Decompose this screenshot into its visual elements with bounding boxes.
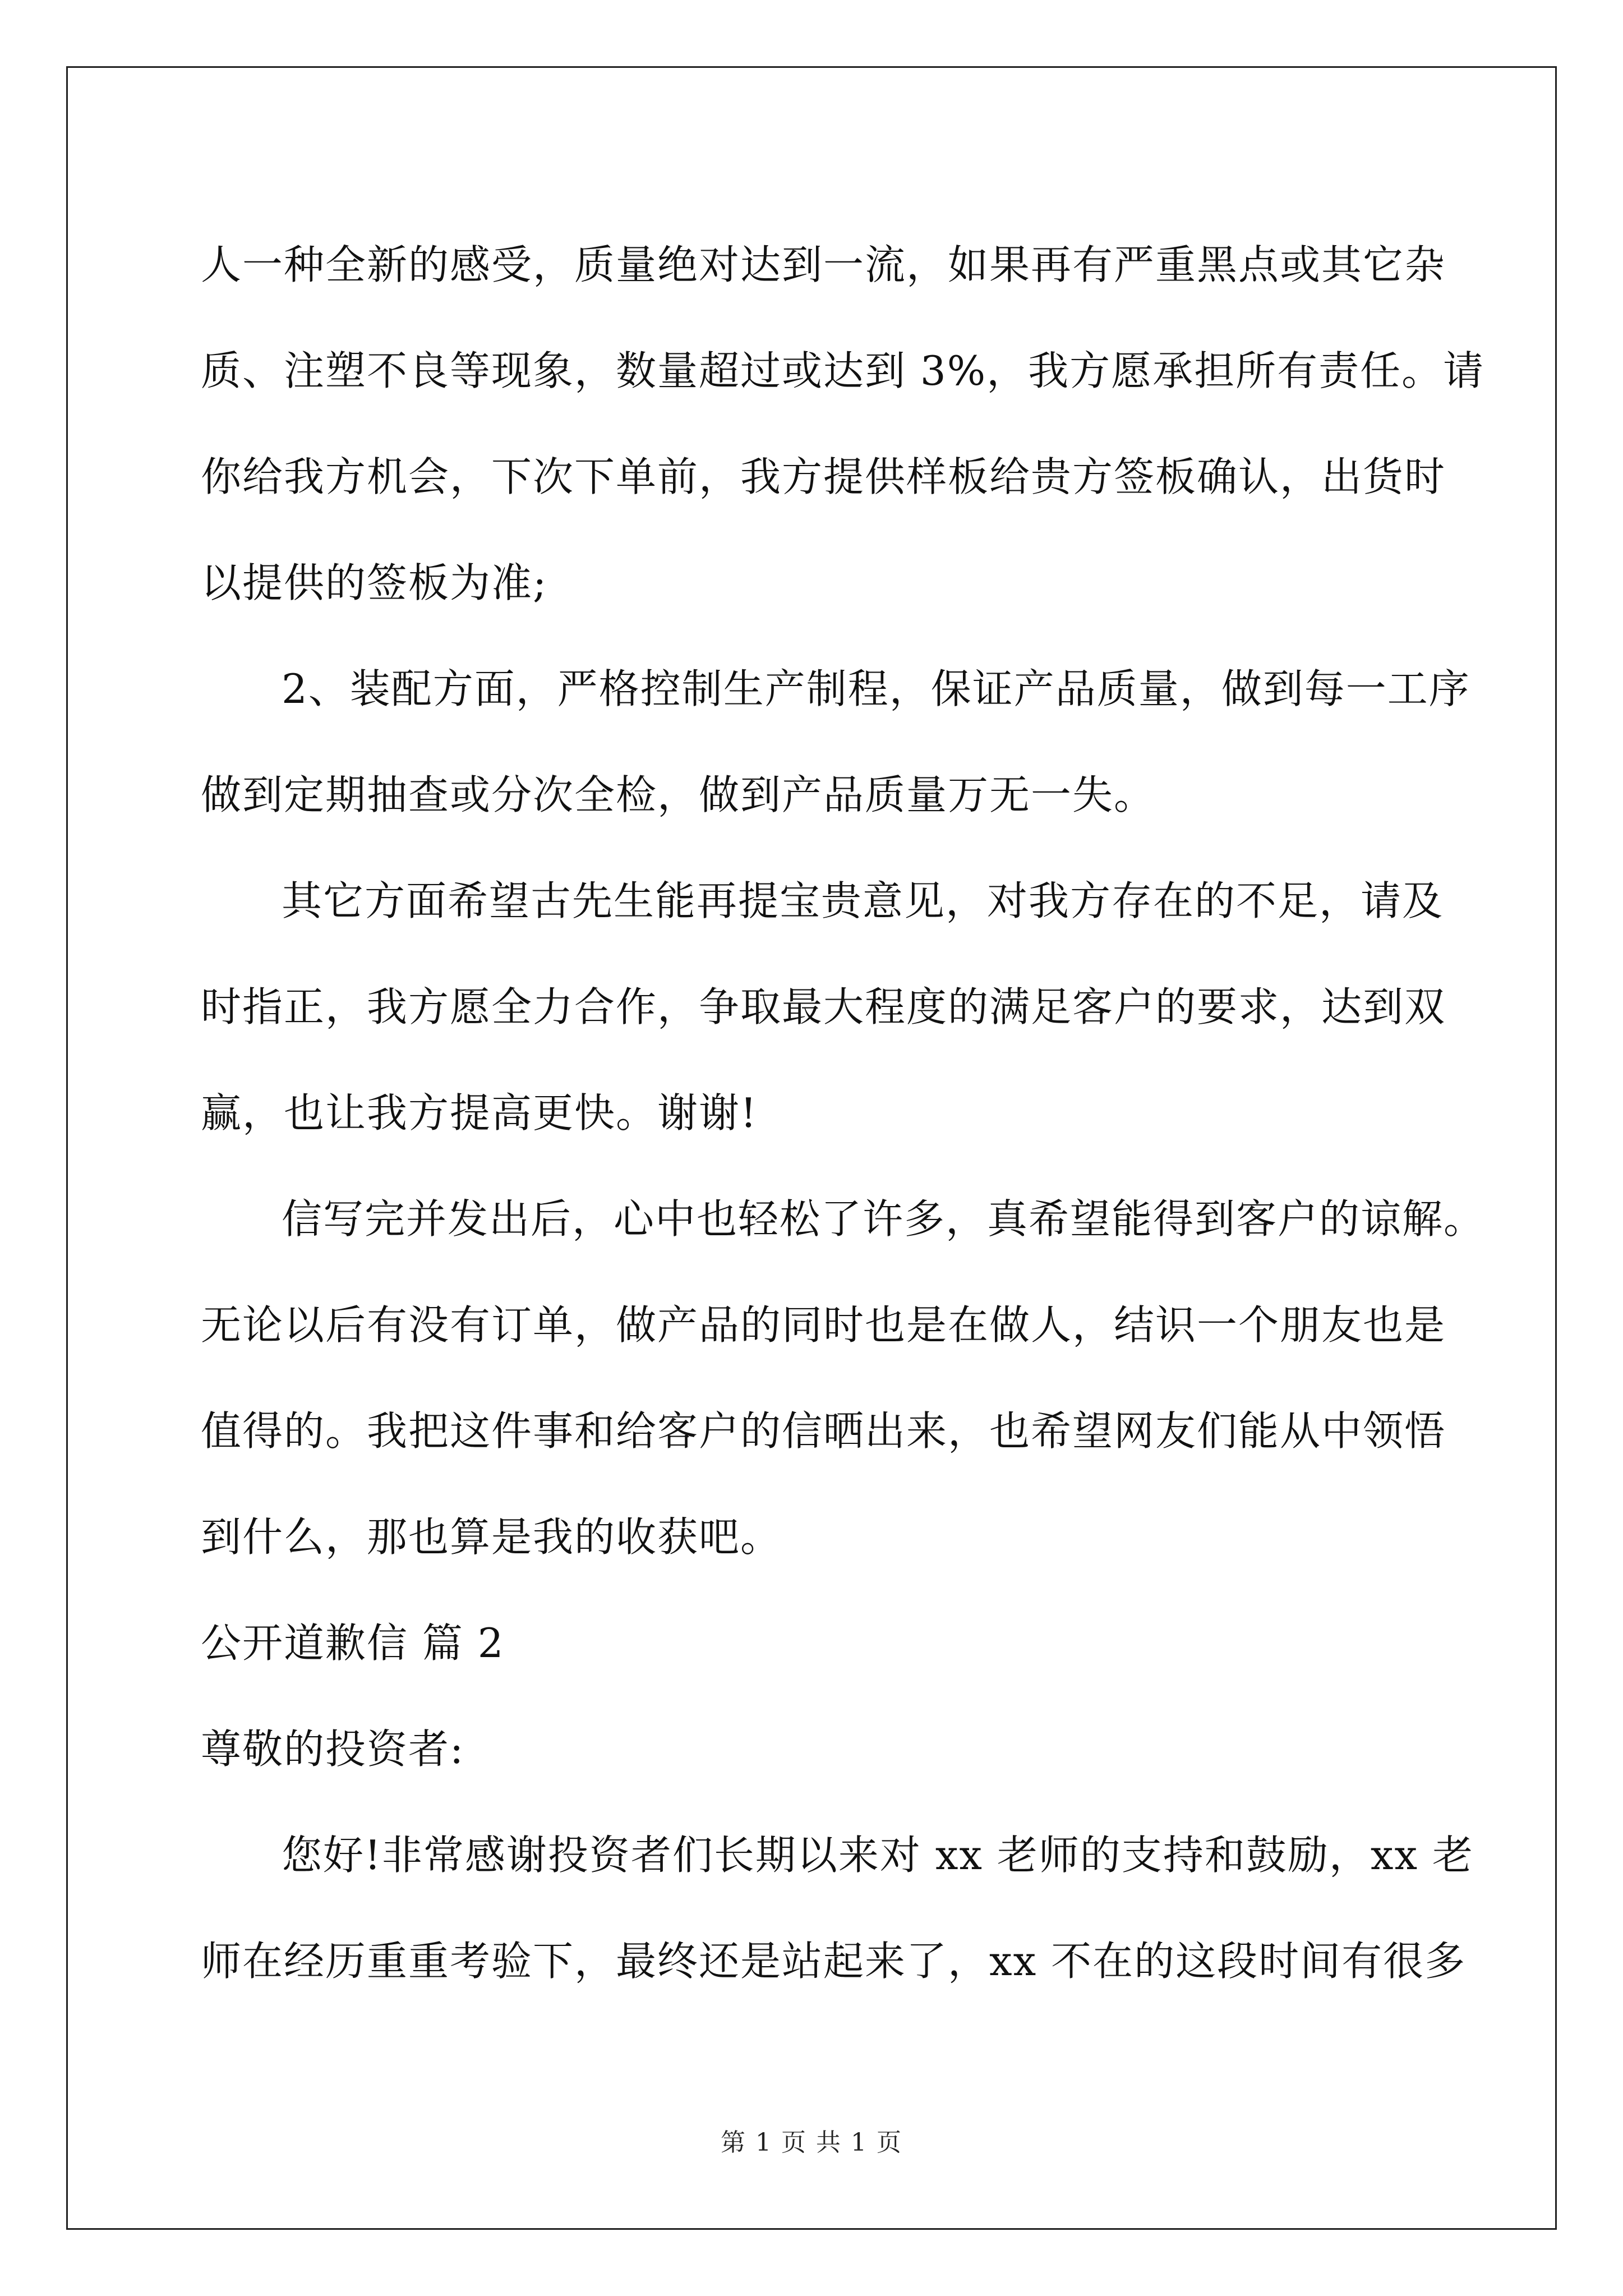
text-line: 人一种全新的感受，质量绝对达到一流，如果再有严重黑点或其它杂 xyxy=(201,241,1446,288)
text-line: 您好!非常感谢投资者们长期以来对 xx 老师的支持和鼓励，xx 老 xyxy=(282,1832,1474,1879)
text-line: 赢，也让我方提高更快。谢谢! xyxy=(201,1089,758,1137)
text-line: 质、注塑不良等现象，数量超过或达到 3%，我方愿承担所有责任。请 xyxy=(201,347,1485,394)
text-line: 信写完并发出后，心中也轻松了许多，真希望能得到客户的谅解。 xyxy=(282,1195,1486,1243)
text-line: 师在经历重重考验下，最终还是站起来了，xx 不在的这段时间有很多 xyxy=(201,1938,1467,1985)
text-line: 其它方面希望古先生能再提宝贵意见，对我方存在的不足，请及 xyxy=(282,877,1444,924)
text-line: 时指正，我方愿全力合作，争取最大程度的满足客户的要求，达到双 xyxy=(201,983,1446,1030)
text-line: 无论以后有没有订单，做产品的同时也是在做人，结识一个朋友也是 xyxy=(201,1301,1446,1349)
text-line: 你给我方机会，下次下单前，我方提供样板给贵方签板确认，出货时 xyxy=(201,453,1446,500)
text-line: 2、装配方面，严格控制生产制程，保证产品质量，做到每一工序 xyxy=(282,665,1470,712)
section-heading: 公开道歉信 篇 2 xyxy=(201,1619,505,1667)
page-number-footer: 第 1 页 共 1 页 xyxy=(721,2128,902,2157)
text-line: 值得的。我把这件事和给客户的信晒出来，也希望网友们能从中领悟 xyxy=(201,1407,1446,1455)
document-body xyxy=(201,212,1486,2014)
salutation: 尊敬的投资者: xyxy=(201,1726,465,1773)
text-line: 到什么，那也算是我的收获吧。 xyxy=(201,1513,782,1561)
text-line: 做到定期抽查或分次全检，做到产品质量万无一失。 xyxy=(201,771,1156,818)
text-line: 以提供的签板为准; xyxy=(201,559,548,606)
